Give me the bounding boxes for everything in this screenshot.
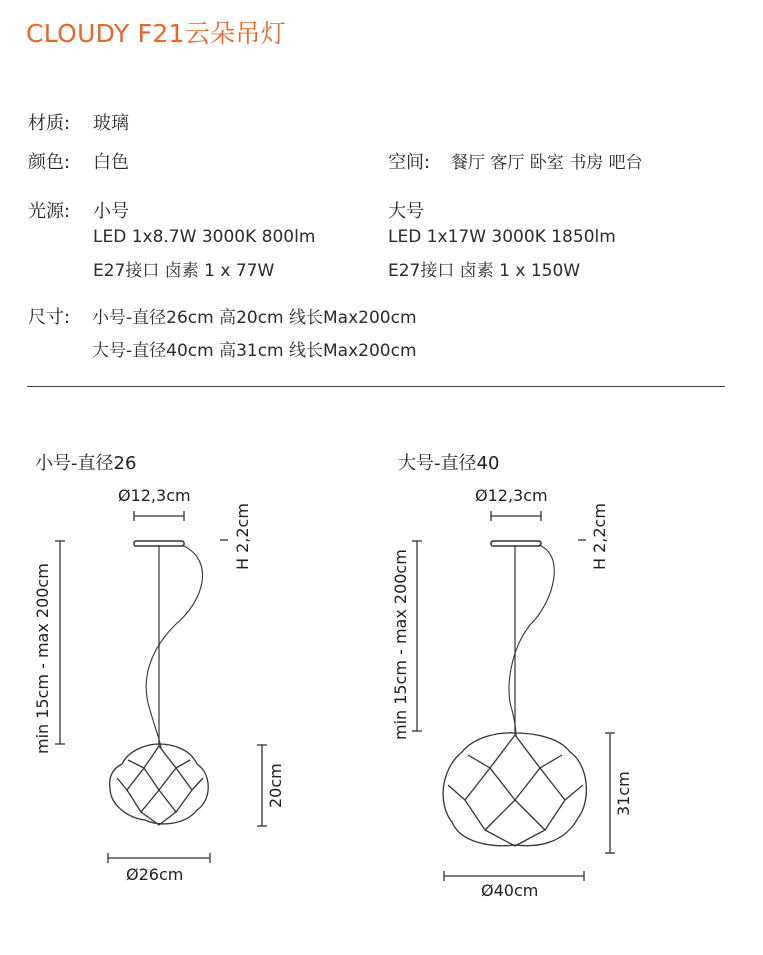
large-canopy-width-dimension — [491, 511, 541, 521]
color-value: 白色 — [93, 152, 129, 173]
large-canopy-diameter-label: Ø12,3cm — [475, 486, 548, 505]
small-body-height-label: 20cm — [266, 763, 285, 808]
size-small: 小号-直径26cm 高20cm 线长Max200cm — [92, 308, 417, 328]
small-power-cord — [146, 545, 202, 748]
large-body-diameter-dimension — [444, 871, 584, 881]
large-body-height-label: 31cm — [614, 771, 633, 816]
small-body-diameter-label: Ø26cm — [126, 865, 184, 884]
large-light-heading: 大号 — [388, 201, 424, 222]
light-source-label: 光源: — [28, 201, 71, 222]
large-canopy-height-label: H 2,2cm — [590, 503, 609, 570]
size-large: 大号-直径40cm 高31cm 线长Max200cm — [92, 341, 417, 361]
large-cable-length-label: min 15cm - max 200cm — [391, 549, 410, 740]
large-light-line2: E27接口 卤素 1 x 150W — [388, 261, 581, 281]
large-lamp-shade — [443, 733, 586, 846]
material-value: 玻璃 — [93, 113, 129, 134]
large-power-cord — [509, 545, 554, 736]
small-light-line1: LED 1x8.7W 3000K 800lm — [93, 227, 316, 247]
small-light-heading: 小号 — [93, 201, 129, 222]
space-label: 空间: — [388, 152, 431, 173]
small-canopy-height-label: H 2,2cm — [233, 503, 252, 570]
large-diagram-title: 大号-直径40 — [398, 453, 500, 474]
small-cable-length-dimension — [55, 541, 65, 744]
space-value: 餐厅 客厅 卧室 书房 吧台 — [451, 153, 643, 173]
large-canopy — [491, 541, 541, 546]
large-cable-length-dimension — [412, 541, 422, 731]
small-canopy-width-dimension — [134, 511, 184, 521]
small-body-diameter-dimension — [108, 853, 210, 863]
page-title: CLOUDY F21云朵吊灯 — [26, 19, 286, 48]
small-lamp-shade — [110, 744, 209, 825]
small-diagram-title: 小号-直径26 — [35, 453, 137, 474]
small-cable-length-label: min 15cm - max 200cm — [33, 563, 52, 754]
color-label: 颜色: — [28, 152, 71, 173]
small-canopy-diameter-label: Ø12,3cm — [118, 486, 191, 505]
small-canopy — [134, 541, 184, 546]
large-light-line1: LED 1x17W 3000K 1850lm — [388, 227, 616, 247]
large-body-diameter-label: Ø40cm — [481, 881, 539, 900]
small-light-line2: E27接口 卤素 1 x 77W — [93, 261, 275, 281]
size-label: 尺寸: — [28, 307, 71, 328]
material-label: 材质: — [28, 113, 71, 134]
